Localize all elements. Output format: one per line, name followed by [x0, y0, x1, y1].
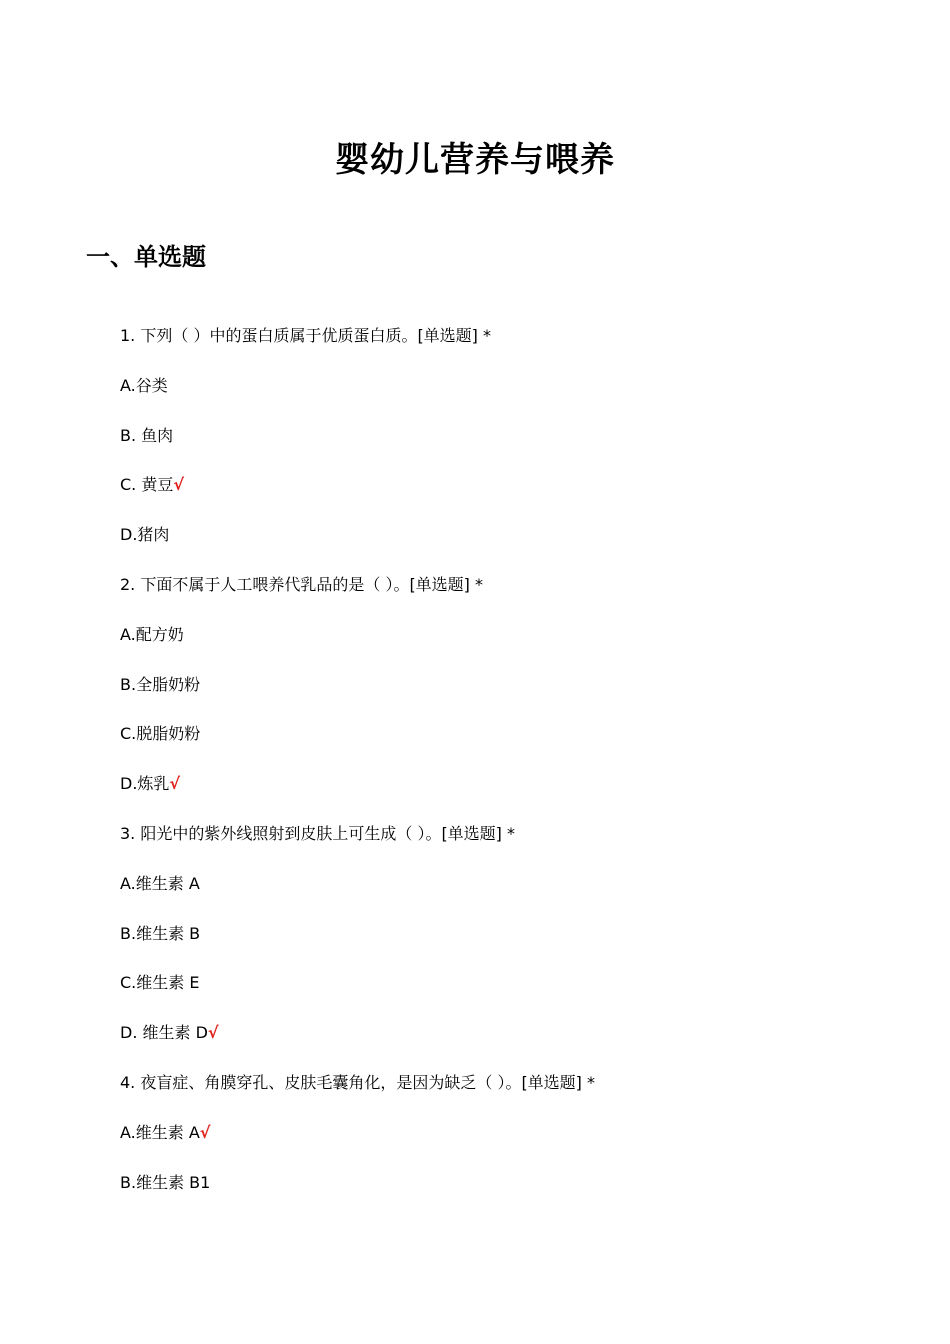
- answer-option: [120, 920, 920, 970]
- option-text: B.全脂奶粉: [120, 674, 201, 694]
- answer-option: [120, 671, 920, 721]
- answer-option-correct: [120, 770, 920, 820]
- option-text: B.维生素 B: [120, 923, 201, 943]
- question-stem: 3. 阳光中的紫外线照射到皮肤上可生成（ ）。[单选题] *: [120, 823, 516, 843]
- question-list: [120, 322, 920, 1218]
- answer-option-correct: [120, 1119, 920, 1169]
- option-text: A.配方奶: [120, 624, 184, 644]
- check-mark-icon: √: [169, 774, 181, 794]
- option-text: A.维生素 A: [120, 1122, 200, 1142]
- option-text: D.猪肉: [120, 525, 170, 545]
- option-text: C.脱脂奶粉: [120, 724, 201, 744]
- option-text: B. 鱼肉: [120, 425, 174, 445]
- option-text: D. 维生素 D: [120, 1023, 208, 1043]
- question-stem: 2. 下面不属于人工喂养代乳品的是（ ）。[单选题] *: [120, 574, 484, 594]
- answer-option: [120, 621, 920, 671]
- question-stem: 4. 夜盲症、角膜穿孔、皮肤毛囊角化，是因为缺乏（ ）。[单选题] *: [120, 1072, 596, 1092]
- option-text: C. 黄豆: [120, 475, 174, 495]
- answer-option: [120, 521, 920, 571]
- document-title: 婴幼儿营养与喂养: [335, 140, 615, 180]
- answer-option: [120, 720, 920, 770]
- check-mark-icon: √: [199, 1122, 211, 1142]
- answer-option: [120, 372, 920, 422]
- answer-option-correct: [120, 471, 920, 521]
- section-heading: 一、单选题: [86, 243, 206, 271]
- option-text: C.维生素 E: [120, 973, 200, 993]
- answer-option: [120, 422, 920, 472]
- question-stem: 1. 下列（ ）中的蛋白质属于优质蛋白质。[单选题] *: [120, 326, 492, 345]
- option-text: A.维生素 A: [120, 873, 200, 893]
- answer-option-correct: [120, 1019, 920, 1069]
- option-text: D.炼乳: [120, 774, 170, 794]
- check-mark-icon: √: [207, 1023, 219, 1043]
- option-text: A.谷类: [120, 375, 168, 395]
- check-mark-icon: √: [173, 475, 185, 495]
- answer-option: [120, 1169, 920, 1219]
- answer-option: [120, 870, 920, 920]
- option-text: B.维生素 B1: [120, 1172, 211, 1192]
- answer-option: [120, 969, 920, 1019]
